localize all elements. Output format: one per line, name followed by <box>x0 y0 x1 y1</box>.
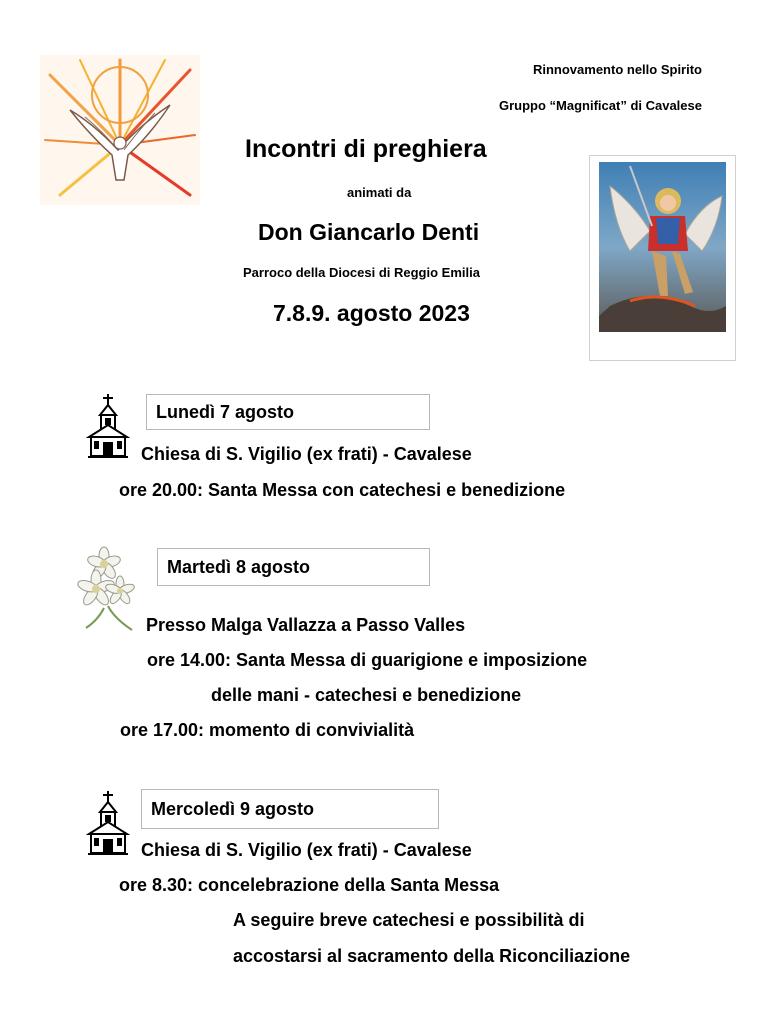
holy-spirit-dove-icon <box>40 55 200 205</box>
day-2-location: Presso Malga Vallazza a Passo Valles <box>146 615 466 635</box>
animated-by-text: animati da <box>347 185 412 200</box>
day-1-label: Lunedì 7 agosto <box>146 394 430 430</box>
day-3-schedule: ore 8.30: concelebrazione della Santa Messa <box>119 875 500 895</box>
archangel-michael-image <box>589 155 736 361</box>
day-1-location: Chiesa di S. Vigilio (ex frati) - Cavalese <box>141 444 472 464</box>
page-title: Incontri di preghiera <box>245 135 487 163</box>
group-name: Rinnovamento nello Spirito <box>532 62 702 77</box>
day-1-schedule: ore 20.00: Santa Messa con catechesi e benedizione <box>119 480 566 500</box>
church-icon <box>86 790 130 856</box>
day-3-label: Mercoledì 9 agosto <box>141 789 439 829</box>
church-icon <box>86 393 130 459</box>
day-2-label: Martedì 8 agosto <box>157 548 430 586</box>
priest-role: Parroco della Diocesi di Reggio Emilia <box>243 265 480 280</box>
day-3-note-1: A seguire breve catechesi e possibilità di <box>233 910 585 930</box>
priest-name: Don Giancarlo Denti <box>258 219 480 245</box>
event-dates: 7.8.9. agosto 2023 <box>273 300 470 326</box>
day-2-schedule-2: ore 17.00: momento di convivialità <box>120 720 415 740</box>
edelweiss-icon <box>74 546 142 632</box>
day-2-schedule-1: ore 14.00: Santa Messa di guarigione e imposizione <box>147 650 588 670</box>
group-subname: Gruppo “Magnificat” di Cavalese <box>499 98 702 113</box>
day-2-schedule-1-cont: delle mani - catechesi e benedizione <box>211 685 522 705</box>
day-3-location: Chiesa di S. Vigilio (ex frati) - Cavalese <box>141 840 472 860</box>
day-3-note-2: accostarsi al sacramento della Riconciliazione <box>233 946 631 966</box>
